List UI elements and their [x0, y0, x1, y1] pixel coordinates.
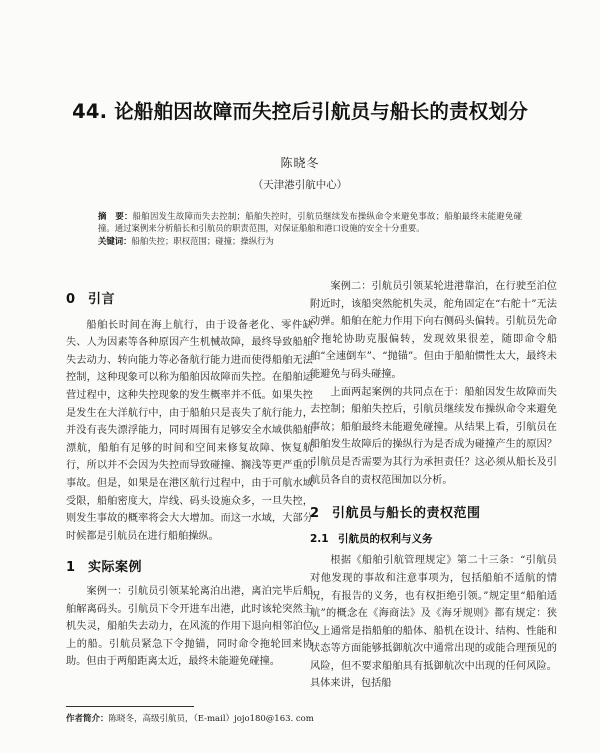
pilot-rights-paragraph: 根据《船舶引航管理规定》第二十三条：“引航员对他发现的事故和注意事项为，包括船舶不适航的情况，有报告的义务，也有权拒绝引领。”规定里“船舶适航”的概念在《海商法》及《海牙规则》都有规定：狭义上通常是指船舶的船体、船机在设计、结构、性能和状态等方面能够抵御航次中通常出现的或能合理预见的风险，但不要求船舶具有抵御航次中出现的任何风险。具体来讲，包括船: [310, 555, 557, 690]
right-column: [310, 278, 557, 693]
abstract-paragraph: [98, 210, 522, 235]
section-number: 1: [66, 560, 76, 576]
case2-paragraph: 案例二：引航员引领某轮进港靠泊，在行驶至泊位附近时，该船突然舵机失灵，舵角固定在“右舵十”无法动弹。船舶在舵力作用下向右侧码头偏转。引航员先命令拖轮协助克服偏转，发现效果很差，随即命令船舶“全速倒车”、“抛锚”。但由于船舶惯性太大，最终未能避免与码头碰撞。: [310, 281, 557, 380]
abstract-block: [98, 210, 522, 247]
section-number: 0: [66, 292, 76, 307]
footnote-label: 作者简介：: [66, 714, 109, 724]
author-name: 陈晓冬: [280, 156, 320, 170]
section-title: 实际案例: [88, 560, 143, 576]
footnote-divider: [66, 706, 194, 707]
section-number: 2: [310, 506, 320, 522]
left-column: [66, 265, 313, 671]
footnote-text: 陈晓冬，高级引航员，（E-mail）jojo180@163. com: [108, 714, 314, 724]
case1-paragraph: 案例一：引航员引领某轮离泊出港，离泊完毕后船舶解离码头。引航员下令开进车出港，此时该轮突然主机失灵，船舶失去动力，在风流的作用下退向相邻泊位上的船。引航员紧急下令抛锚，同时命令拖轮回来协助。但由于两船距离太近，最终未能避免碰撞。: [66, 585, 313, 668]
intro-paragraph: 船舶长时间在海上航行，由于设备老化、零件缺失、人为因素等各种原因产生机械故障，最终导致船舶失去动力、转向能力等必备航行能力进而使得船舶无法控制，这种现象可以称为船舶因故障而失控。在船舶运营过程中，这种失控现象的发生概率并不低。如果失控是发生在大洋航行中，由于船舶只是丧失了航行能力，并没有丧失漂浮能力，同时周围有足够安全水域供船舶漂航，船舶有足够的时间和空间来修复故障、恢复航行，所以并不会因为失控而导致碰撞、搁浅等更严重的事故。但是，如果是在港区航行过程中，由于可航水域受限，船舶密度大，岸线、码头设施众多，一旦失控，则发生事故的概率将会大大增加。而这一水域，大部分时候都是引航员在进行船舶操纵。: [66, 319, 313, 542]
author-affiliation: （天津港引航中心）: [252, 179, 348, 191]
keywords-text: 船舶失控；职权范围；碰撞；操纵行为: [131, 235, 274, 246]
abstract-text: 船舶因发生故障而失去控制；船舶失控时，引航员继续发布操纵命令来避免事故；船舶最终未能避免碰撞。通过案例来分析船长和引航员的职责范围，对保证船舶和港口设施的安全十分重要。: [98, 211, 523, 234]
section-heading-case: [66, 559, 313, 577]
author-footnote: [66, 712, 314, 724]
section-heading-responsibility: [310, 505, 557, 523]
section-heading-intro: [66, 291, 313, 309]
subsection-title: 引航员的权利与义务: [338, 532, 433, 545]
section-title: 引航员与船长的责权范围: [332, 506, 481, 522]
subsection-number: 2.1: [310, 532, 329, 545]
keywords-paragraph: [98, 235, 522, 247]
paper-title: 44. 论船舶因故障而失控后引航员与船长的责权划分: [72, 100, 528, 123]
section-title: 引言: [88, 292, 116, 307]
analysis-paragraph: 上面两起案例的共同点在于：船舶因发生故障而失去控制；船舶失控后，引航员继续发布操纵命令来避免事故；船舶最终未能避免碰撞。从结果上看，引航员在船舶发生故障后的操纵行为是否成为碰撞产生的原因？引航员是否需要为其行为承担责任？这必须从船长及引航员各自的责权范围加以分析。: [310, 386, 557, 486]
subsection-heading-pilot-rights: [310, 531, 557, 549]
abstract-label: 摘 要：: [98, 211, 133, 221]
keywords-label: 关键词：: [98, 235, 132, 246]
